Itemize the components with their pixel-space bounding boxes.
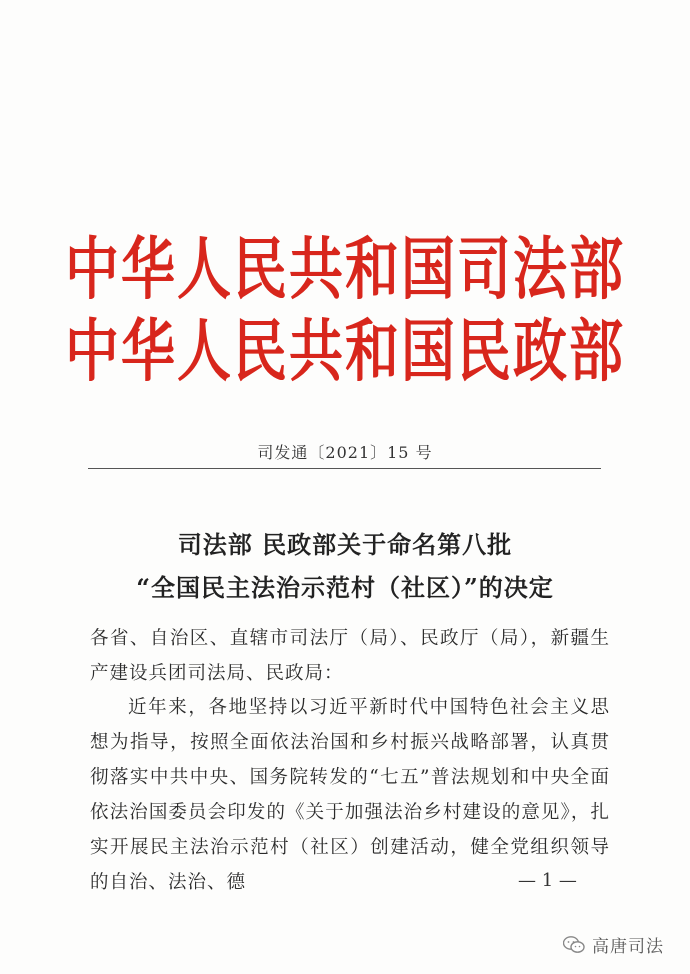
document-number: 司发通〔2021〕15 号 bbox=[257, 443, 433, 462]
watermark bbox=[563, 932, 664, 957]
issuer-title-civil-affairs: 中华人民共和国民政部 bbox=[65, 311, 625, 391]
body-paragraph: 近年来，各地坚持以习近平新时代中国特色社会主义思想为指导，按照全面依法治国和乡村振兴战略部署，认真贯彻落实中共中央、国务院转发的“七五”普法规划和中央全面依法治国委员会印发的《关于加强法治乡村建设的意见》，扎实开展民主法治示范村（社区）创建活动，健全党组织领导的自治、法治、德 bbox=[90, 697, 610, 893]
wechat-icon bbox=[563, 936, 585, 954]
page-number: — 1 — bbox=[518, 870, 577, 891]
issuer-title-justice: 中华人民共和国司法部 bbox=[65, 229, 625, 309]
watermark-text: 高唐司法 bbox=[592, 937, 664, 957]
subject-line-1: 司法部 民政部关于命名第八批 bbox=[177, 530, 513, 559]
header-divider bbox=[88, 468, 601, 469]
subject-line-2: “全国民主法治示范村（社区）”的决定 bbox=[136, 573, 554, 602]
salutation: 各省、自治区、直辖市司法厅（局）、民政厅（局），新疆生产建设兵团司法局、民政局： bbox=[90, 628, 610, 684]
